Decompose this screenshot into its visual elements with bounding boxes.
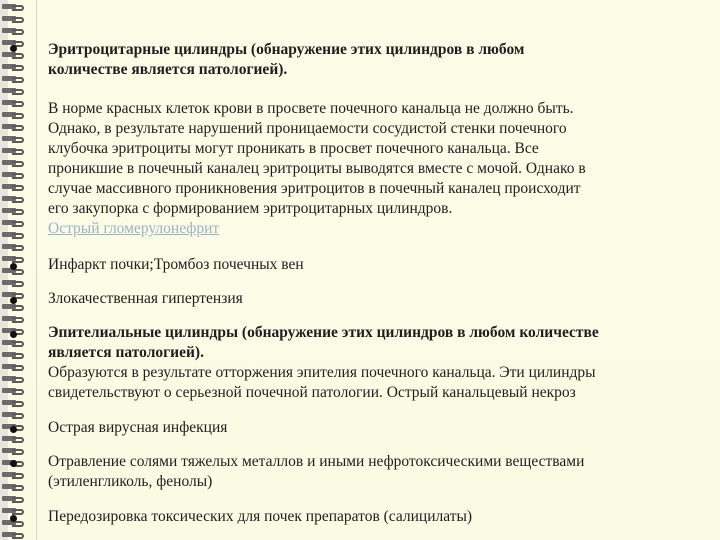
binding-ring bbox=[2, 340, 26, 346]
glomerulonephritis-link[interactable]: Острый гломерулонефрит bbox=[48, 220, 220, 237]
item-description: Образуются в результате отторжения эпителия почечного канальца. Эти цилиндры свидетельствуют о серьезной почечной патологии. Острый канальцевый некроз bbox=[48, 364, 596, 401]
binding-ring bbox=[2, 280, 26, 286]
binding-ring bbox=[2, 400, 26, 406]
binding-ring bbox=[2, 376, 26, 382]
item-heading: Эпителиальные цилиндры (обнаружение этих цилиндров в любом количестве является патологией). bbox=[48, 324, 599, 361]
bullet-icon bbox=[10, 263, 17, 270]
item-text: Передозировка токсических для почек препаратов (салицилаты) bbox=[48, 508, 473, 525]
bullet-icon bbox=[10, 45, 17, 52]
binding-ring bbox=[2, 172, 26, 178]
binding-ring bbox=[2, 100, 26, 106]
binding-ring bbox=[2, 124, 26, 130]
item-text: Злокачественная гипертензия bbox=[48, 290, 243, 307]
binding-ring bbox=[2, 76, 26, 82]
binding-ring bbox=[2, 160, 26, 166]
bullet-icon bbox=[10, 297, 17, 304]
list-item-erythrocyte-casts bbox=[48, 40, 698, 239]
bullet-icon bbox=[10, 331, 17, 338]
binding-ring bbox=[2, 316, 26, 322]
item-text: Острая вирусная инфекция bbox=[48, 419, 228, 436]
binding-ring bbox=[2, 472, 26, 478]
binding-ring bbox=[2, 52, 26, 58]
binding-ring bbox=[2, 304, 26, 310]
bullet-icon bbox=[10, 426, 17, 433]
item-heading: Эритроцитарные цилиндры (обнаружение этих цилиндров в любом количестве является патологией). bbox=[48, 41, 525, 78]
binding-ring bbox=[2, 436, 26, 442]
list-item bbox=[48, 255, 698, 275]
binding-ring bbox=[2, 208, 26, 214]
binding-ring bbox=[2, 508, 26, 514]
list-item-epithelial-casts bbox=[48, 323, 698, 403]
binding-ring bbox=[2, 220, 26, 226]
item-text: Инфаркт почки;Тромбоз почечных вен bbox=[48, 256, 304, 273]
binding-ring bbox=[2, 16, 26, 22]
binding-ring bbox=[2, 448, 26, 454]
binding-ring bbox=[2, 256, 26, 262]
binding-ring bbox=[2, 28, 26, 34]
binding-ring bbox=[2, 64, 26, 70]
binding-ring bbox=[2, 244, 26, 250]
binding-ring bbox=[2, 352, 26, 358]
binding-ring bbox=[2, 196, 26, 202]
binding-ring bbox=[2, 496, 26, 502]
binding-ring bbox=[2, 4, 26, 10]
binding-ring bbox=[2, 412, 26, 418]
binding-ring bbox=[2, 388, 26, 394]
item-description: В норме красных клеток крови в просвете почечного канальца не должно быть. Однако, в результате нарушений проницаемости сосудистой стенки почечного клубочка эритроциты могут проникать в просвет почечного канальца. Все проникшие в почечный каналец эритроциты выводятся вместе с мочой. Однако в случае массивного проникновения эритроцитов в почечный каналец происходит его закупорка с формированием эритроцитарных цилиндров. bbox=[48, 100, 586, 217]
binding-ring bbox=[2, 532, 26, 538]
binding-ring bbox=[2, 232, 26, 238]
list-item bbox=[48, 289, 698, 309]
binding-ring bbox=[2, 136, 26, 142]
binding-ring bbox=[2, 148, 26, 154]
bullet-icon bbox=[10, 515, 17, 522]
binding-ring bbox=[2, 112, 26, 118]
list-item bbox=[48, 418, 698, 438]
binding-ring bbox=[2, 484, 26, 490]
item-text: Отравление солями тяжелых металлов и иными нефротоксическими веществами (этиленгликоль, фенолы) bbox=[48, 453, 585, 490]
list-item bbox=[48, 507, 698, 527]
bullet-icon bbox=[10, 460, 17, 467]
spiral-binding bbox=[0, 0, 30, 540]
binding-ring bbox=[2, 88, 26, 94]
list-item bbox=[48, 452, 698, 492]
binding-ring bbox=[2, 364, 26, 370]
binding-ring bbox=[2, 184, 26, 190]
